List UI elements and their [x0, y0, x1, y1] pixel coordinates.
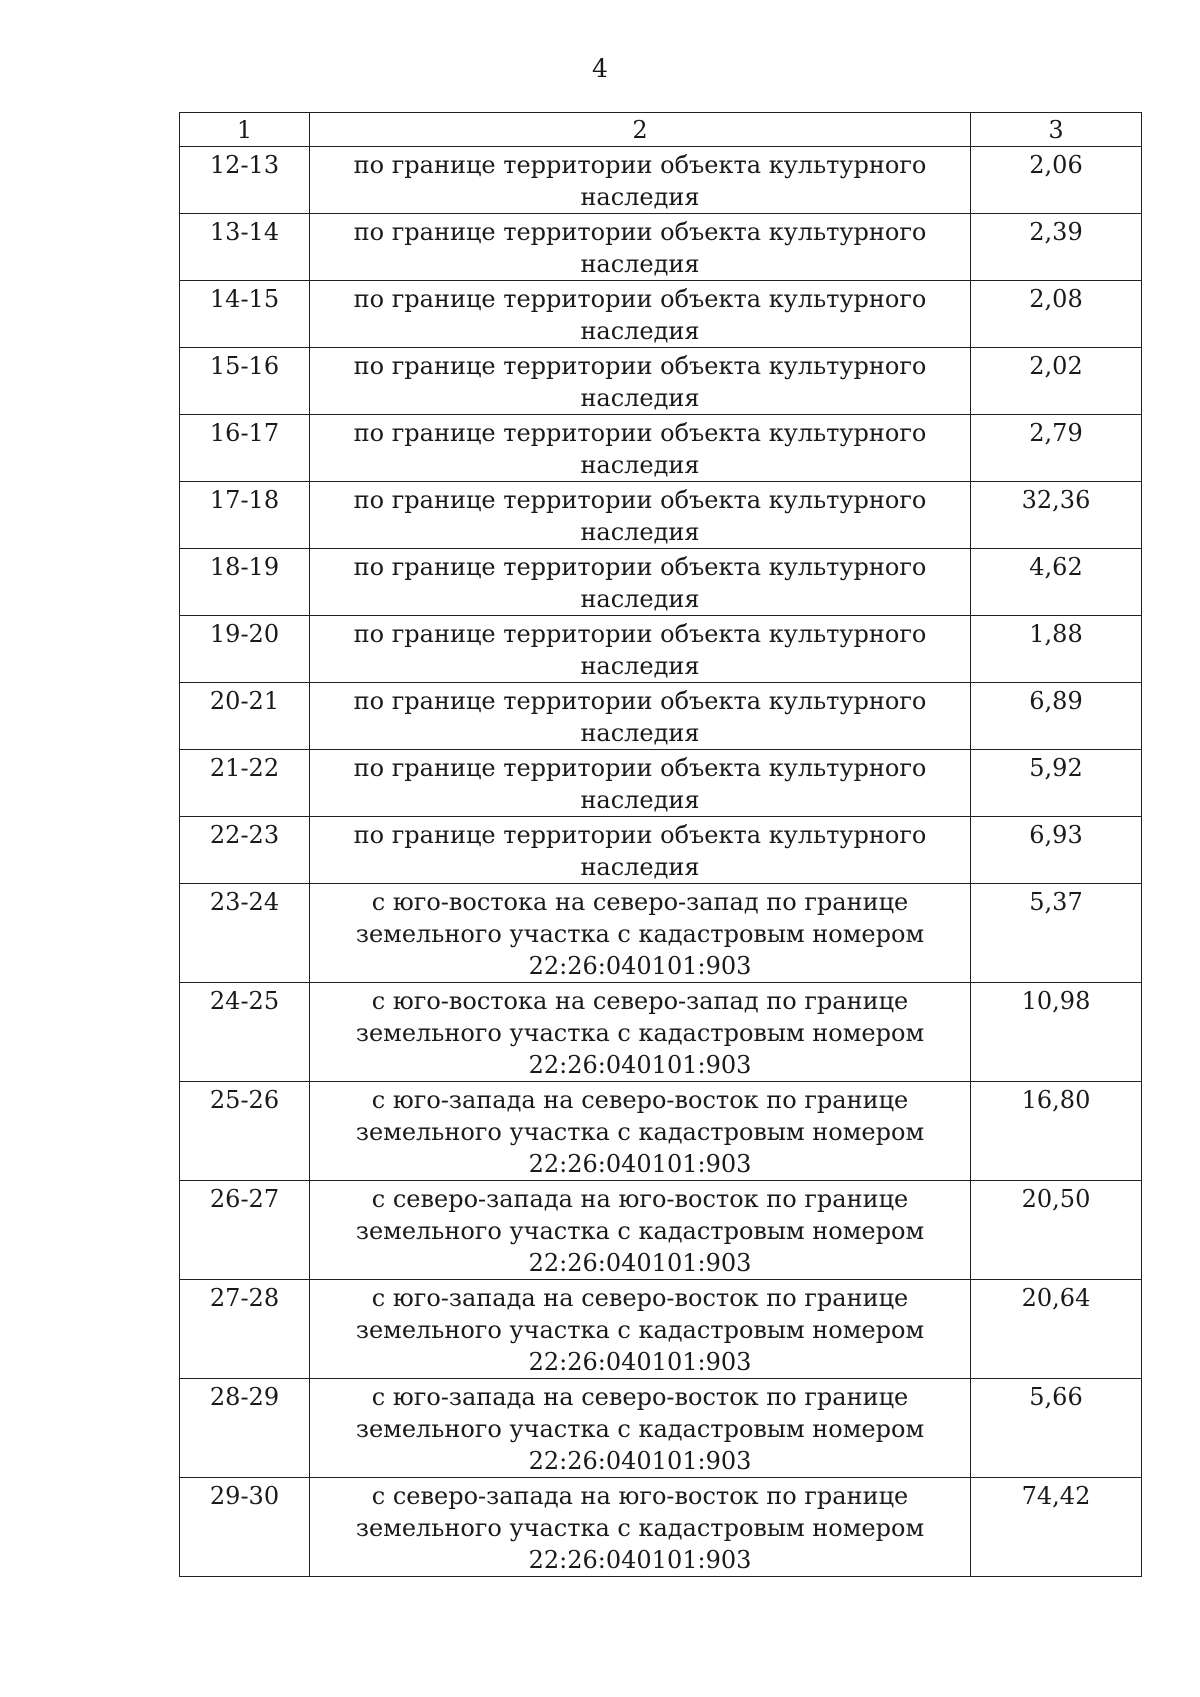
description-line: по границе территории объекта культурного: [353, 486, 927, 514]
length-cell: 74,42: [971, 1478, 1142, 1577]
length-cell: 5,92: [971, 750, 1142, 817]
description-cell: [310, 1280, 971, 1379]
description-line: наследия: [580, 183, 700, 211]
length-cell: 5,66: [971, 1379, 1142, 1478]
description-line: по границе территории объекта культурного: [353, 620, 927, 648]
length-cell: 2,08: [971, 281, 1142, 348]
table-row: [180, 1082, 1142, 1181]
description-line: наследия: [580, 518, 700, 546]
description-line: 22:26:040101:903: [528, 1051, 752, 1079]
segment-cell: 19-20: [180, 616, 310, 683]
length-cell: 2,06: [971, 147, 1142, 214]
table-row: [180, 1478, 1142, 1577]
description-cell: [310, 281, 971, 348]
description-line: земельного участка с кадастровым номером: [355, 1019, 925, 1047]
description-cell: [310, 683, 971, 750]
description-line: 22:26:040101:903: [528, 1348, 752, 1376]
description-cell: [310, 750, 971, 817]
description-line: по границе территории объекта культурного: [353, 687, 927, 715]
header-row: [180, 113, 1142, 147]
description-line: наследия: [580, 719, 700, 747]
segment-cell: 27-28: [180, 1280, 310, 1379]
page-number: 4: [592, 54, 608, 83]
description-line: земельного участка с кадастровым номером: [355, 920, 925, 948]
table-row: [180, 1181, 1142, 1280]
segment-cell: 21-22: [180, 750, 310, 817]
description-line: с северо-запада на юго-восток по границе: [371, 1185, 909, 1213]
description-line: наследия: [580, 585, 700, 613]
description-line: по границе территории объекта культурного: [353, 553, 927, 581]
description-line: 22:26:040101:903: [528, 1249, 752, 1277]
segment-cell: 24-25: [180, 983, 310, 1082]
segment-cell: 22-23: [180, 817, 310, 884]
column-header-2: 2: [310, 113, 971, 147]
segment-cell: 29-30: [180, 1478, 310, 1577]
description-cell: [310, 1181, 971, 1280]
description-line: по границе территории объекта культурного: [353, 151, 927, 179]
description-line: наследия: [580, 384, 700, 412]
description-cell: [310, 616, 971, 683]
description-line: земельного участка с кадастровым номером: [355, 1316, 925, 1344]
segment-cell: 17-18: [180, 482, 310, 549]
description-cell: [310, 817, 971, 884]
description-cell: [310, 884, 971, 983]
description-line: 22:26:040101:903: [528, 1447, 752, 1475]
description-cell: [310, 482, 971, 549]
description-line: по границе территории объекта культурного: [353, 419, 927, 447]
segment-cell: 26-27: [180, 1181, 310, 1280]
description-line: 22:26:040101:903: [528, 952, 752, 980]
segment-cell: 18-19: [180, 549, 310, 616]
table-row: [180, 817, 1142, 884]
description-line: наследия: [580, 317, 700, 345]
description-line: наследия: [580, 853, 700, 881]
description-line: по границе территории объекта культурного: [353, 285, 927, 313]
length-cell: 16,80: [971, 1082, 1142, 1181]
description-cell: [310, 1478, 971, 1577]
description-line: земельного участка с кадастровым номером: [355, 1217, 925, 1245]
column-header-1: 1: [180, 113, 310, 147]
description-line: с юго-востока на северо-запад по границе: [371, 987, 909, 1015]
description-line: земельного участка с кадастровым номером: [355, 1514, 925, 1542]
segment-cell: 13-14: [180, 214, 310, 281]
table-body: [180, 147, 1142, 1577]
description-line: по границе территории объекта культурного: [353, 821, 927, 849]
table-row: [180, 415, 1142, 482]
description-line: с юго-запада на северо-восток по границе: [371, 1086, 909, 1114]
table-row: [180, 482, 1142, 549]
segment-cell: 23-24: [180, 884, 310, 983]
length-cell: 2,79: [971, 415, 1142, 482]
length-cell: 20,50: [971, 1181, 1142, 1280]
length-cell: 1,88: [971, 616, 1142, 683]
length-cell: 5,37: [971, 884, 1142, 983]
column-header-3: 3: [971, 113, 1142, 147]
description-line: с юго-запада на северо-восток по границе: [371, 1383, 909, 1411]
description-line: наследия: [580, 451, 700, 479]
description-line: земельного участка с кадастровым номером: [355, 1415, 925, 1443]
description-cell: [310, 1082, 971, 1181]
segment-cell: 28-29: [180, 1379, 310, 1478]
table-row: [180, 1379, 1142, 1478]
description-line: с северо-запада на юго-восток по границе: [371, 1482, 909, 1510]
description-cell: [310, 147, 971, 214]
length-cell: 6,89: [971, 683, 1142, 750]
description-line: с юго-запада на северо-восток по границе: [371, 1284, 909, 1312]
description-cell: [310, 214, 971, 281]
segment-cell: 25-26: [180, 1082, 310, 1181]
description-cell: [310, 983, 971, 1082]
length-cell: 20,64: [971, 1280, 1142, 1379]
description-cell: [310, 348, 971, 415]
segment-cell: 12-13: [180, 147, 310, 214]
segment-cell: 14-15: [180, 281, 310, 348]
description-line: по границе территории объекта культурного: [353, 352, 927, 380]
table-row: [180, 281, 1142, 348]
description-line: по границе территории объекта культурного: [353, 754, 927, 782]
segment-cell: 20-21: [180, 683, 310, 750]
length-cell: 2,02: [971, 348, 1142, 415]
description-line: с юго-востока на северо-запад по границе: [371, 888, 909, 916]
length-cell: 6,93: [971, 817, 1142, 884]
table-row: [180, 616, 1142, 683]
table-row: [180, 147, 1142, 214]
description-line: наследия: [580, 786, 700, 814]
length-cell: 32,36: [971, 482, 1142, 549]
table-row: [180, 683, 1142, 750]
table-row: [180, 884, 1142, 983]
length-cell: 10,98: [971, 983, 1142, 1082]
length-cell: 2,39: [971, 214, 1142, 281]
segment-cell: 16-17: [180, 415, 310, 482]
table-row: [180, 549, 1142, 616]
table-header: [180, 113, 1142, 147]
length-cell: 4,62: [971, 549, 1142, 616]
boundary-table: [179, 112, 1142, 1577]
table-row: [180, 348, 1142, 415]
segment-cell: 15-16: [180, 348, 310, 415]
description-line: 22:26:040101:903: [528, 1546, 752, 1574]
description-cell: [310, 415, 971, 482]
description-cell: [310, 549, 971, 616]
description-line: по границе территории объекта культурного: [353, 218, 927, 246]
description-line: 22:26:040101:903: [528, 1150, 752, 1178]
description-line: земельного участка с кадастровым номером: [355, 1118, 925, 1146]
table-row: [180, 1280, 1142, 1379]
description-line: наследия: [580, 652, 700, 680]
description-cell: [310, 1379, 971, 1478]
table-row: [180, 214, 1142, 281]
description-line: наследия: [580, 250, 700, 278]
table-row: [180, 983, 1142, 1082]
table-row: [180, 750, 1142, 817]
